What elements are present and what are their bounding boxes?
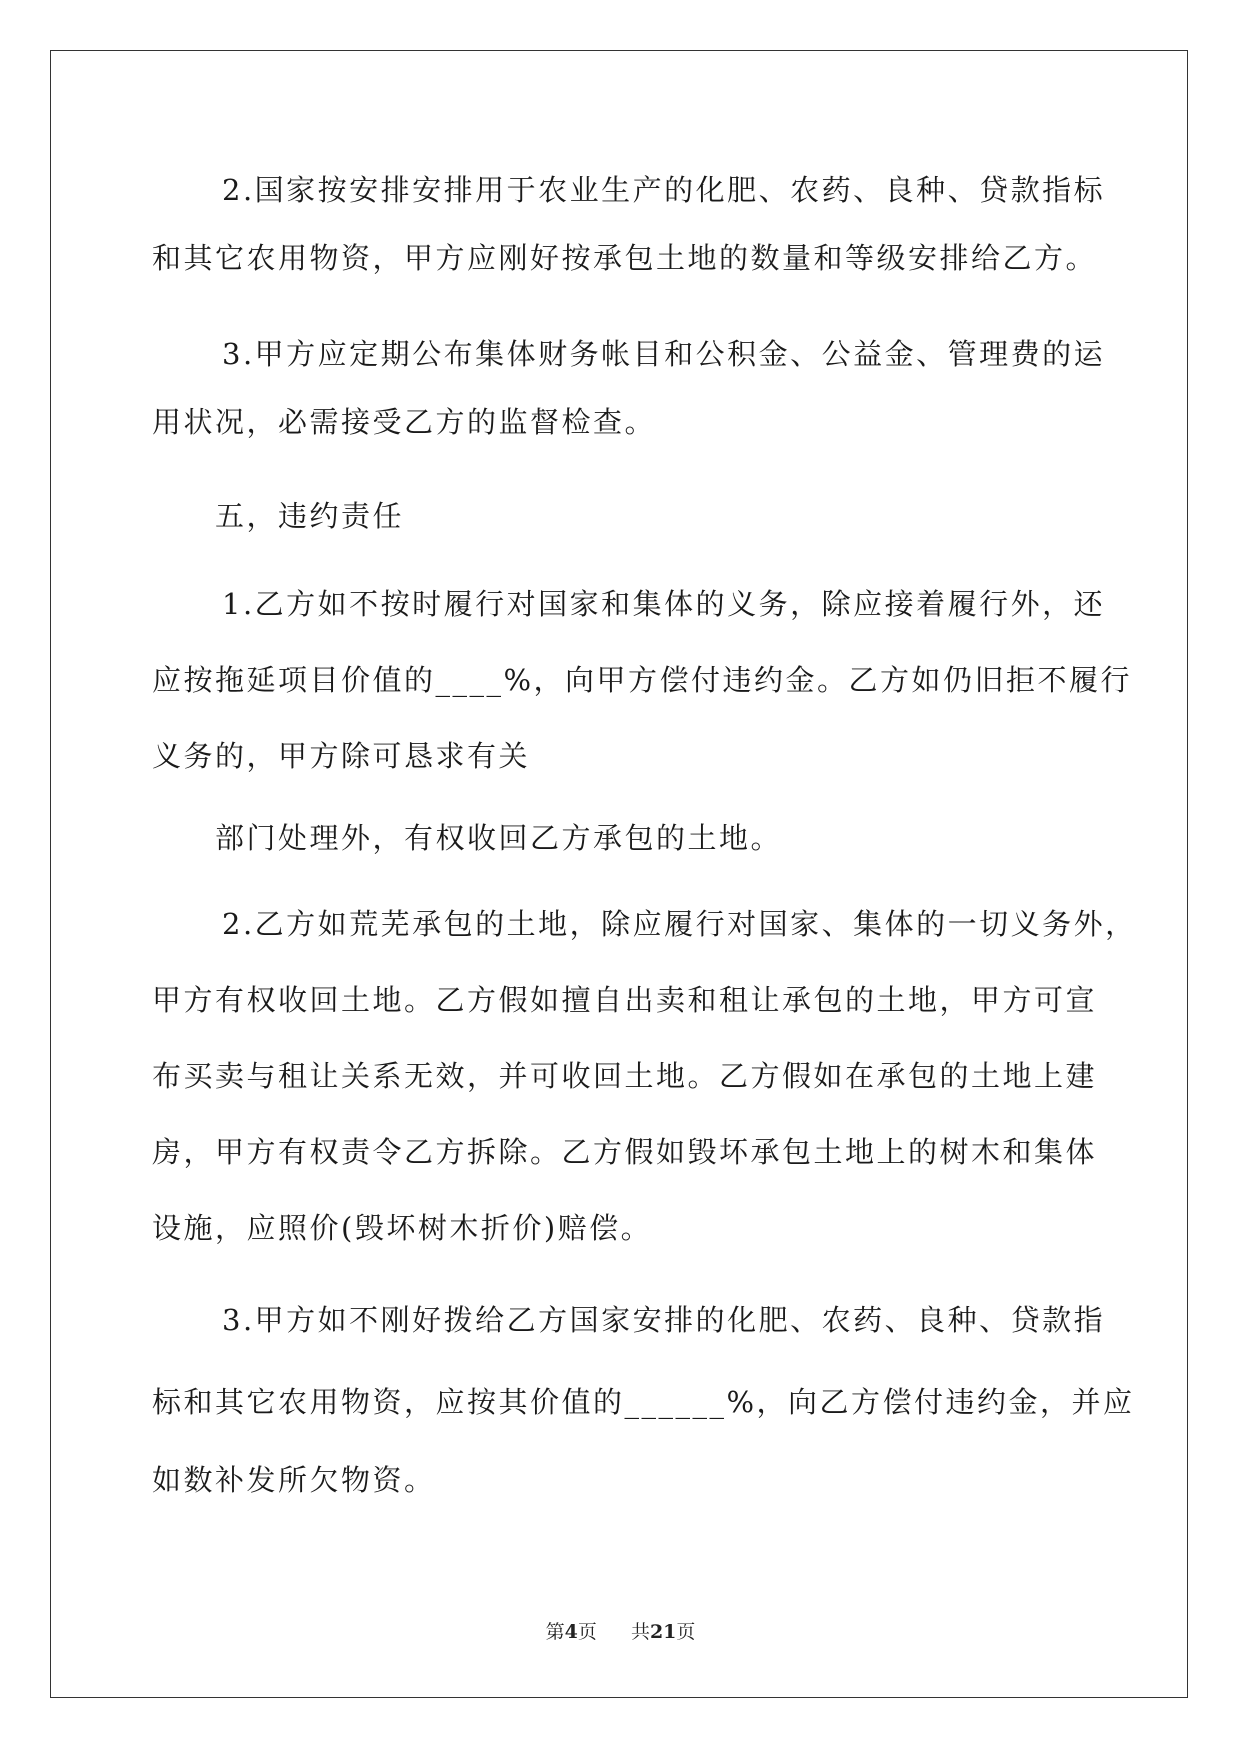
page-number: 4: [564, 1621, 578, 1643]
paragraph-line: 和其它农用物资，甲方应刚好按承包土地的数量和等级安排给乙方。: [152, 241, 1098, 275]
paragraph-line: 布买卖与租让关系无效，并可收回土地。乙方假如在承包的土地上建: [152, 1059, 1098, 1093]
paragraph-line: 甲方有权收回土地。乙方假如擅自出卖和租让承包的土地，甲方可宣: [152, 983, 1098, 1017]
paragraph-line: 部门处理外，有权收回乙方承包的土地。: [215, 821, 783, 855]
paragraph-line: 房，甲方有权责令乙方拆除。乙方假如毁坏承包土地上的树木和集体: [152, 1135, 1098, 1169]
paragraph-line: 用状况，必需接受乙方的监督检查。: [152, 405, 657, 439]
paragraph-line: 3.甲方应定期公布集体财务帐目和公积金、公益金、管理费的运: [222, 337, 1106, 371]
page-footer: [0, 1620, 1241, 1644]
total-prefix: 共: [630, 1621, 650, 1643]
paragraph-line: 2.乙方如荒芜承包的土地，除应履行对国家、集体的一切义务外，: [222, 907, 1137, 941]
page-prefix: 第: [545, 1621, 565, 1643]
paragraph-line: 标和其它农用物资，应按其价值的______%，向乙方偿付违约金，并应: [152, 1385, 1135, 1419]
paragraph-line: 1.乙方如不按时履行对国家和集体的义务，除应接着履行外，还: [222, 587, 1106, 621]
total-suffix: 页: [676, 1621, 696, 1643]
section-heading: 五，违约责任: [215, 499, 405, 533]
page-suffix: 页: [577, 1621, 597, 1643]
paragraph-line: 设施，应照价(毁坏树木折价)赔偿。: [152, 1211, 653, 1245]
paragraph-line: 应按拖延项目价值的____%，向甲方偿付违约金。乙方如仍旧拒不履行: [152, 663, 1133, 697]
paragraph-line: 义务的，甲方除可恳求有关: [152, 739, 531, 773]
paragraph-line: 如数补发所欠物资。: [152, 1463, 436, 1497]
total-pages: 21: [649, 1621, 677, 1643]
paragraph-line: 2.国家按安排安排用于农业生产的化肥、农药、良种、贷款指标: [222, 173, 1106, 207]
paragraph-line: 3.甲方如不刚好拨给乙方国家安排的化肥、农药、良种、贷款指: [222, 1303, 1106, 1337]
